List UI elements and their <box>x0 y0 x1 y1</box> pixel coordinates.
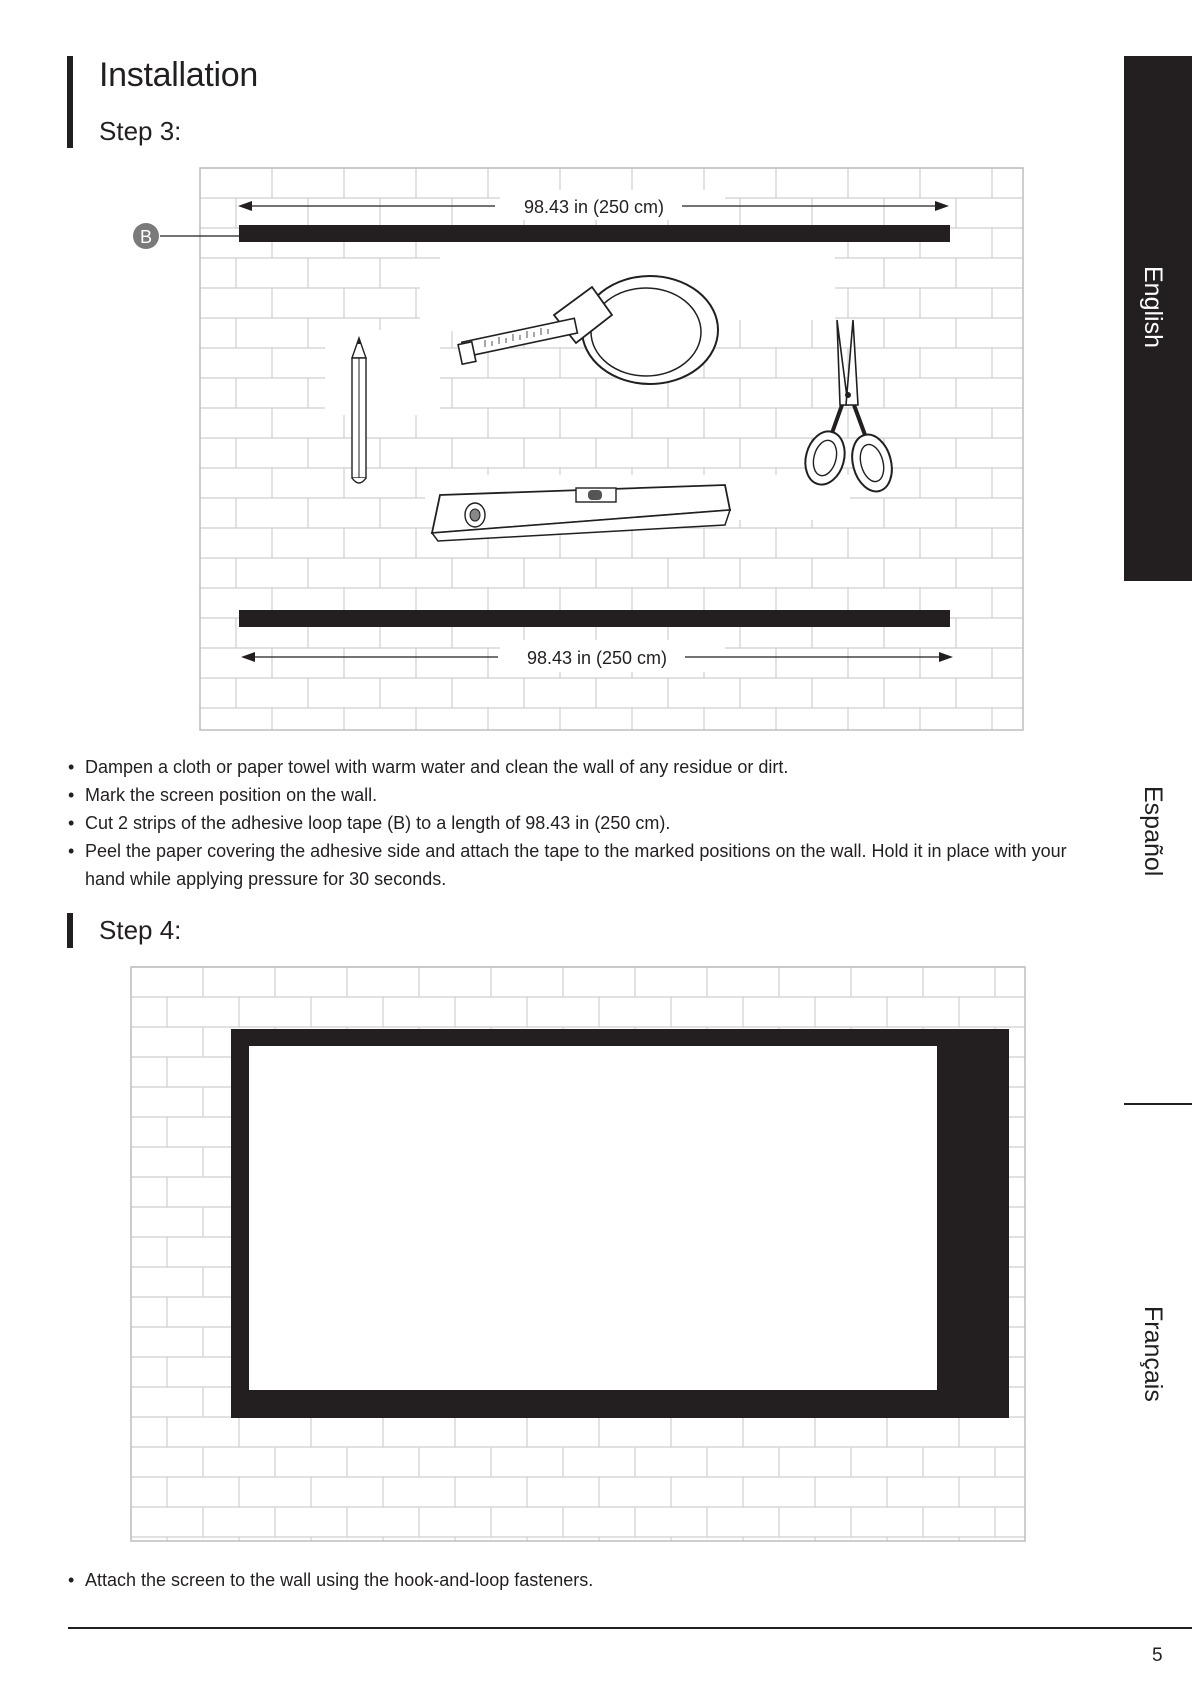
projector-screen-surface <box>249 1046 937 1390</box>
tab-label-english[interactable]: English <box>1139 266 1167 348</box>
tab-label-espanol[interactable]: Español <box>1139 786 1167 877</box>
step-4-title: Step 4: <box>99 915 182 945</box>
step-4-illustration <box>130 966 1030 1544</box>
projector-screen-frame <box>231 1029 1009 1418</box>
list-item: • Peel the paper covering the adhesive side and attach the tape to the marked positions on the wall. Hold it in place with your hand while applying pressure for 30 seconds. <box>68 837 1078 893</box>
spirit-level-icon <box>432 485 730 541</box>
step-3-illustration <box>120 165 1030 735</box>
page-number: 5 <box>1152 1645 1163 1666</box>
title-accent-bar <box>67 56 73 148</box>
bottom-adhesive-tape-strip <box>239 610 950 627</box>
list-item: • Dampen a cloth or paper towel with warm water and clean the wall of any residue or dirt. <box>68 753 1078 781</box>
list-item: • Attach the screen to the wall using the hook-and-loop fasteners. <box>68 1566 1078 1594</box>
step-4-accent-bar <box>67 913 73 948</box>
step-3-instructions <box>68 753 1078 893</box>
tab-divider <box>1124 1103 1192 1105</box>
step-3-title: Step 3: <box>99 116 182 146</box>
top-adhesive-tape-strip <box>239 225 950 242</box>
list-item: • Cut 2 strips of the adhesive loop tape (B) to a length of 98.43 in (250 cm). <box>68 809 1078 837</box>
section-title: Installation <box>99 56 258 94</box>
footer-rule <box>68 1627 1192 1629</box>
list-item: • Mark the screen position on the wall. <box>68 781 1078 809</box>
tab-label-francais[interactable]: Français <box>1139 1306 1167 1402</box>
top-dimension-label: 98.43 in (250 cm) <box>523 197 665 217</box>
step-4-instructions <box>68 1566 1078 1594</box>
bottom-dimension-label: 98.43 in (250 cm) <box>526 648 668 668</box>
pencil-icon <box>352 338 366 483</box>
callout-b-label: B <box>139 227 153 247</box>
